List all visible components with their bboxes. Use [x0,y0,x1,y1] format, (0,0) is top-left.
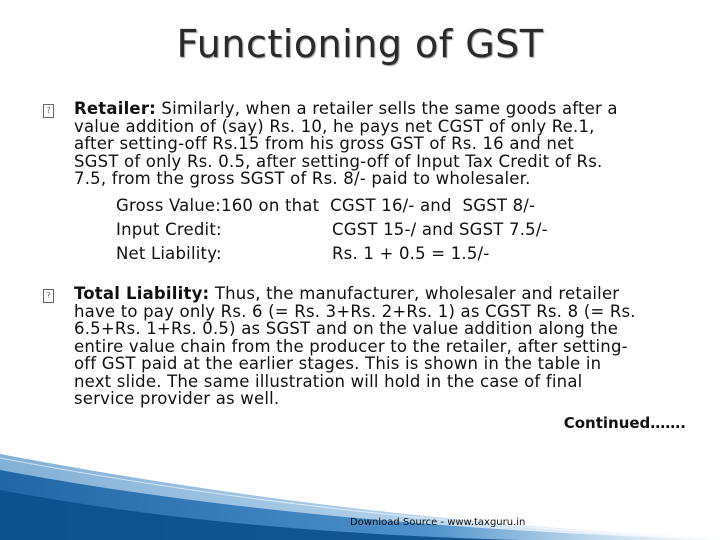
retailer-line: after setting-off Rs.15 from his gross GST of Rs. 16 and net [74,134,575,153]
retailer-line: Retailer: Similarly, when a retailer sells the same goods after a [74,99,618,118]
retailer-paragraph [74,100,694,188]
gross-value-row: Gross Value:160 on that CGST 16/- and SGST 8/- [116,196,536,215]
download-source-footer: Download Source - www.taxguru.in [350,517,526,528]
input-credit-label: Input Credit: [116,220,222,239]
total-liability-line: service provider as well. [74,389,280,408]
retailer-label: Retailer: [74,99,156,118]
bullet-icon: ? [43,104,54,118]
total-liability-line: have to pay only Rs. 6 (= Rs. 3+Rs. 2+Rs. 1) as CGST Rs. 8 (= Rs. [74,301,636,321]
retailer-line: SGST of only Rs. 0.5, after setting-off of Input Tax Credit of Rs. [74,151,603,171]
total-liability-line: next slide. The same illustration will hold in the case of final [74,371,583,391]
total-liability-line: 6.5+Rs. 1+Rs. 0.5) as SGST and on the value addition along the [74,319,619,338]
net-liability-value: Rs. 1 + 0.5 = 1.5/- [332,244,490,263]
total-liability-line: entire value chain from the producer to the retailer, after setting- [74,336,628,356]
total-liability-paragraph [74,285,694,408]
total-liability-line: off GST paid at the earlier stages. This is shown in the table in [74,354,602,373]
net-liability-label: Net Liability: [116,244,222,263]
continued-label: Continued……. [563,414,686,432]
input-credit-value: CGST 15-/ and SGST 7.5/- [332,220,548,239]
total-liability-line: Total Liability: Thus, the manufacturer, wholesaler and retailer [74,284,620,303]
total-liability-label: Total Liability: [74,284,210,303]
bullet-icon: ? [43,289,54,303]
retailer-line: 7.5, from the gross SGST of Rs. 8/- paid to wholesaler. [74,169,531,188]
retailer-line: value addition of (say) Rs. 10, he pays net CGST of only Re.1, [74,116,595,136]
page-title: Functioning of GST [176,22,544,66]
